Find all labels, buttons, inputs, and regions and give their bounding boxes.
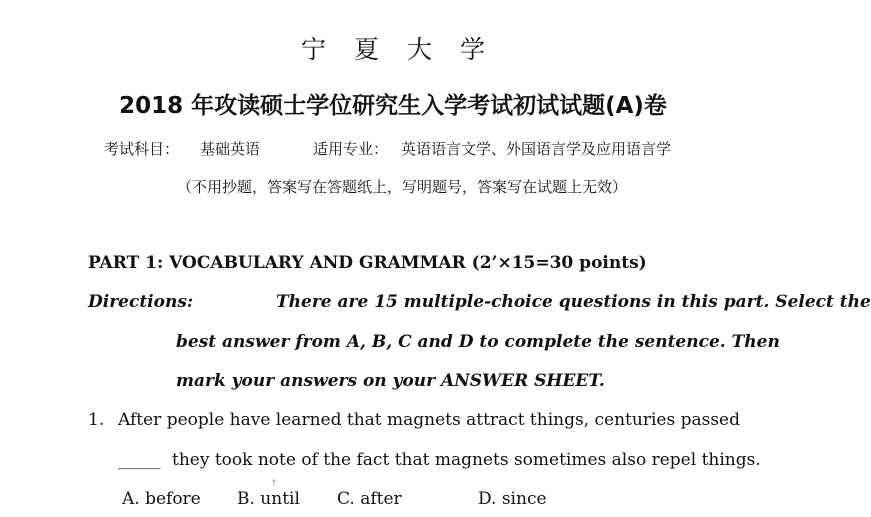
option-b: B. until [237, 489, 300, 509]
major-label: 适用专业： [313, 140, 389, 158]
directions-line-1: There are 15 multiple-choice questions in this part. Select the [276, 292, 871, 312]
question-stem-line-1: After people have learned that magnets attract things, centuries passed [118, 410, 740, 430]
university-name: 宁夏大学 [300, 35, 513, 64]
question-stem-line-2: they took note of the fact that magnets sometimes also repel things. [172, 450, 761, 470]
exam-title: 2018 年攻读硕士学位研究生入学考试初试试题(A)卷 [119, 93, 667, 119]
directions-line-3: mark your answers on your ANSWER SHEET. [176, 371, 605, 391]
answer-instructions: （不用抄题，答案写在答题纸上，写明题号，答案写在试题上无效） [177, 178, 628, 196]
major-value: 英语语言文学、外国语言学及应用语言学 [401, 140, 672, 158]
part-title: PART 1: VOCABULARY AND GRAMMAR (2’×15=30 points) [88, 253, 647, 273]
option-a: A. before [122, 489, 201, 509]
answer-blank: _____ [118, 450, 161, 470]
scan-speck [270, 478, 278, 488]
subject-value: 基础英语 [200, 140, 261, 158]
question-number: 1. [88, 410, 105, 430]
directions-label: Directions: [88, 292, 194, 312]
option-d: D. since [478, 489, 547, 509]
option-c: C. after [337, 489, 402, 509]
subject-label: 考试科目： [104, 140, 180, 158]
directions-line-2: best answer from A, B, C and D to complete the sentence. Then [176, 332, 780, 352]
